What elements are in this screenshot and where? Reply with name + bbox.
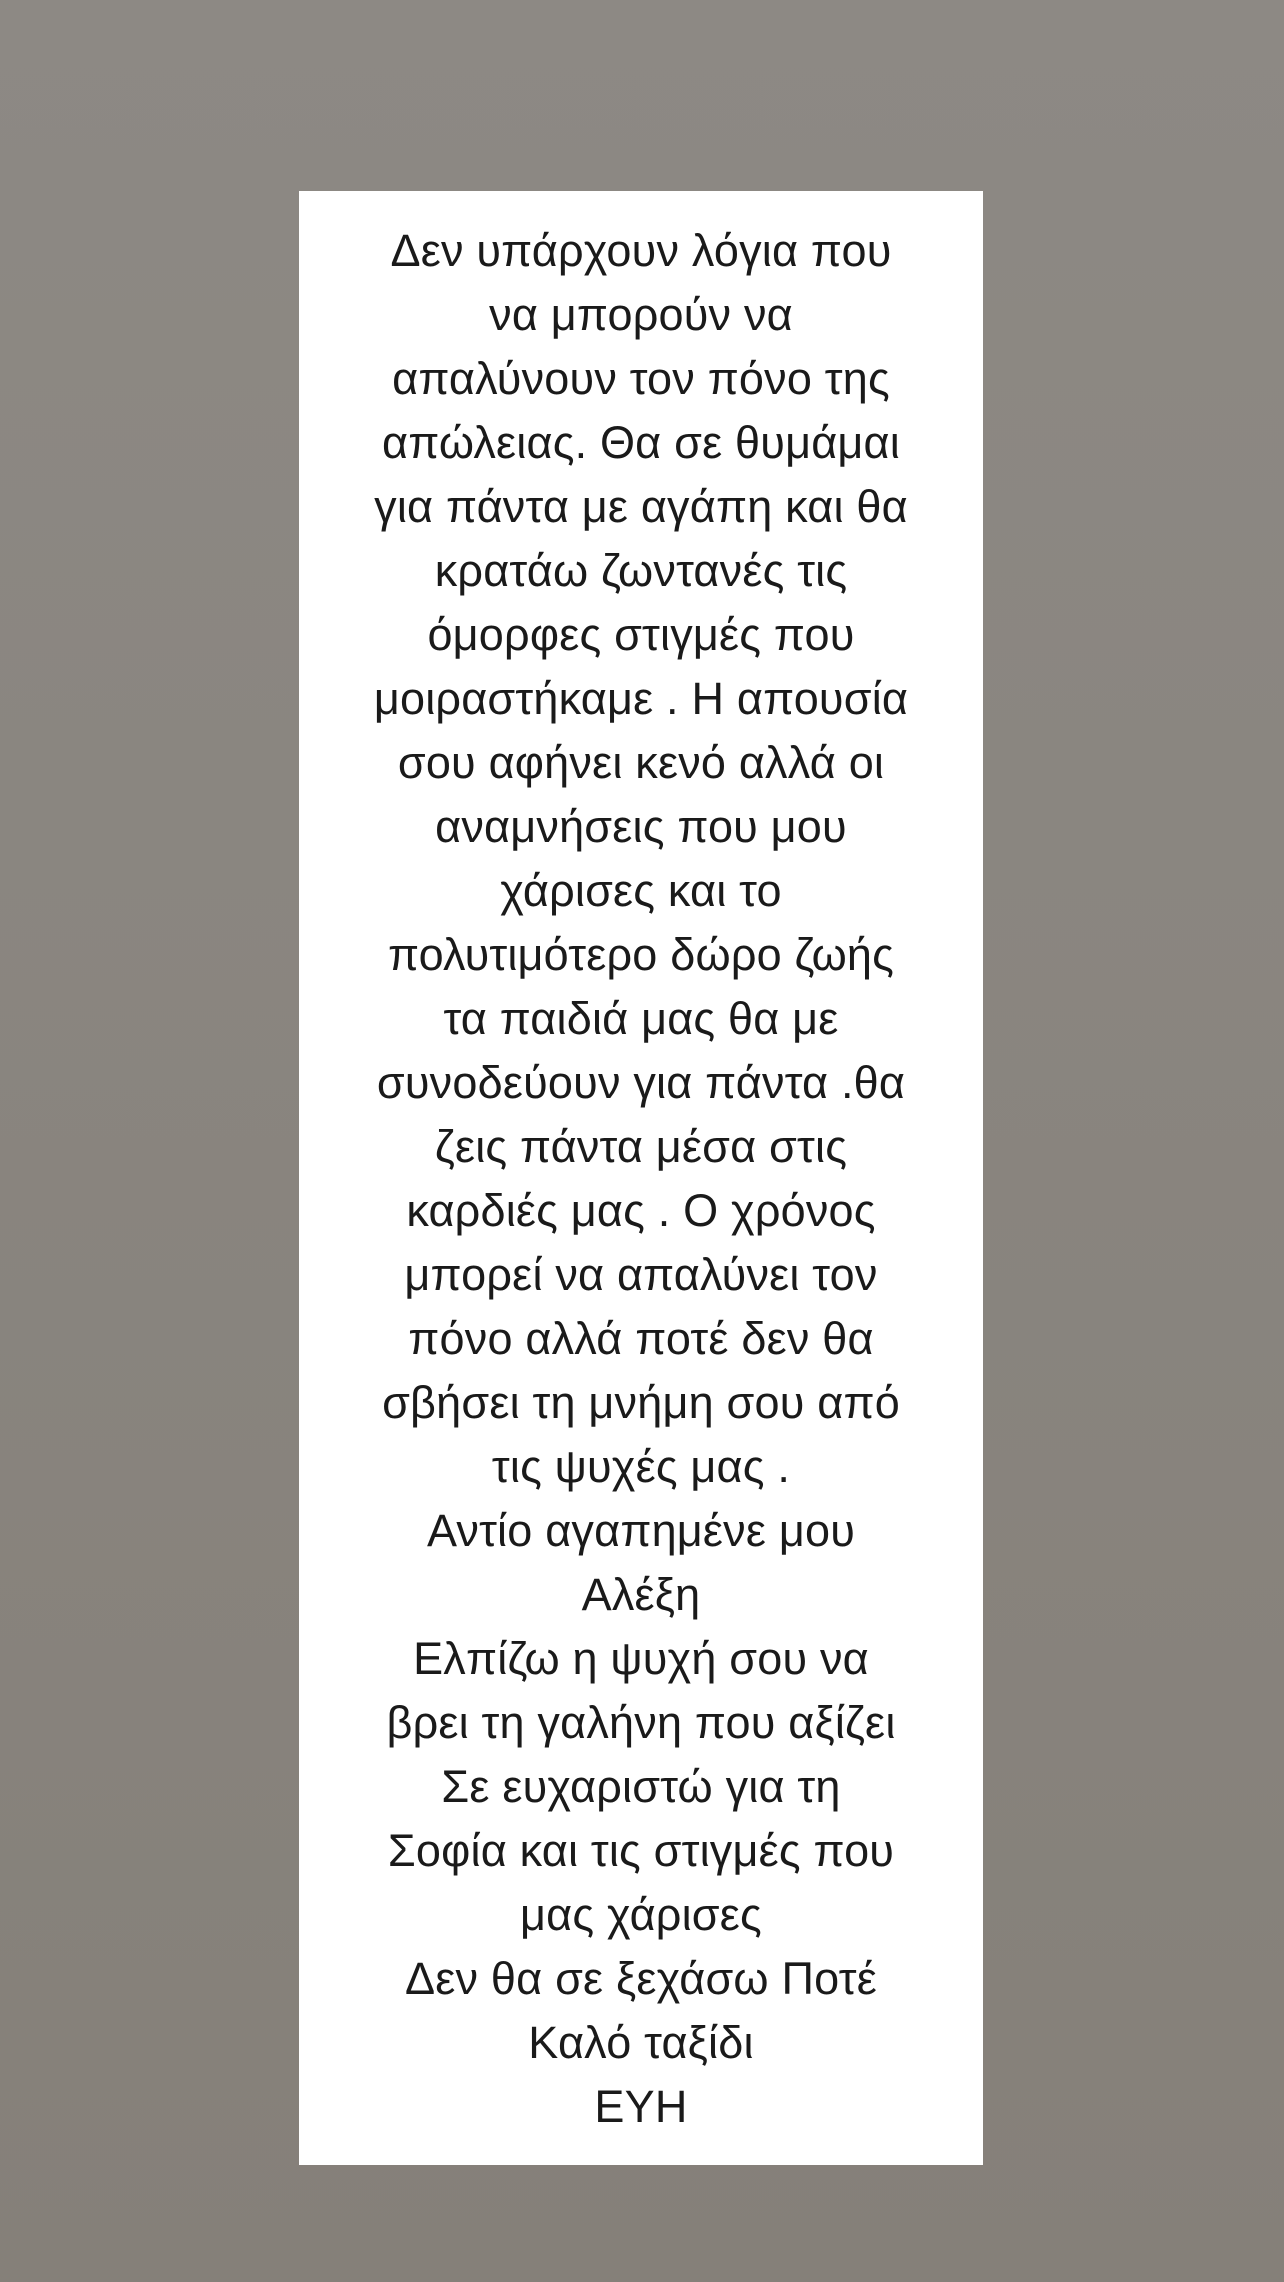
text-line: Δεν θα σε ξεχάσω Ποτέ xyxy=(405,1953,877,2004)
text-line: σου αφήνει κενό αλλά οι xyxy=(397,737,885,788)
text-line: Ελπίζω η ψυχή σου να xyxy=(413,1633,869,1684)
text-card xyxy=(299,191,983,2165)
text-line: σβήσει τη μνήμη σου από xyxy=(382,1377,900,1428)
text-line: ΕΥΗ xyxy=(594,2081,688,2132)
text-line: Αλέξη xyxy=(581,1569,701,1620)
text-line: πολυτιμότερο δώρο ζωής xyxy=(387,929,895,980)
text-line: μοιραστήκαμε . Η απουσία xyxy=(373,673,909,724)
text-line: απαλύνουν τον πόνο της xyxy=(392,353,890,404)
text-line: να μπορούν να xyxy=(489,289,793,340)
text-line: βρει τη γαλήνη που αξίζει xyxy=(386,1697,896,1748)
text-line: μας χάρισες xyxy=(520,1889,762,1940)
text-line: αναμνήσεις που μου xyxy=(435,801,847,852)
text-line: Αντίο αγαπημένε μου xyxy=(426,1505,856,1556)
text-line: για πάντα με αγάπη και θα xyxy=(374,481,908,532)
text-line: Σοφία και τις στιγμές που xyxy=(387,1825,895,1876)
text-line: Καλό ταξίδι xyxy=(528,2017,754,2068)
text-line: Σε ευχαριστώ για τη xyxy=(441,1761,841,1812)
text-line: συνοδεύουν για πάντα .θα xyxy=(376,1057,906,1108)
text-line: πόνο αλλά ποτέ δεν θα xyxy=(408,1313,874,1364)
text-line: τις ψυχές μας . xyxy=(491,1441,791,1492)
text-line: καρδιές μας . Ο χρόνος xyxy=(406,1185,876,1236)
text-line: χάρισες και το xyxy=(500,865,782,916)
text-line: μπορεί να απαλύνει τον xyxy=(404,1249,878,1300)
text-line: απώλειας. Θα σε θυμάμαι xyxy=(382,417,900,468)
text-line: ζεις πάντα μέσα στις xyxy=(434,1121,848,1172)
text-line: τα παιδιά μας θα με xyxy=(443,993,839,1044)
message-text xyxy=(299,219,983,2139)
text-line: Δεν υπάρχουν λόγια που xyxy=(390,225,892,276)
text-line: όμορφες στιγμές που xyxy=(427,609,855,660)
text-line: κρατάω ζωντανές τις xyxy=(434,545,848,596)
